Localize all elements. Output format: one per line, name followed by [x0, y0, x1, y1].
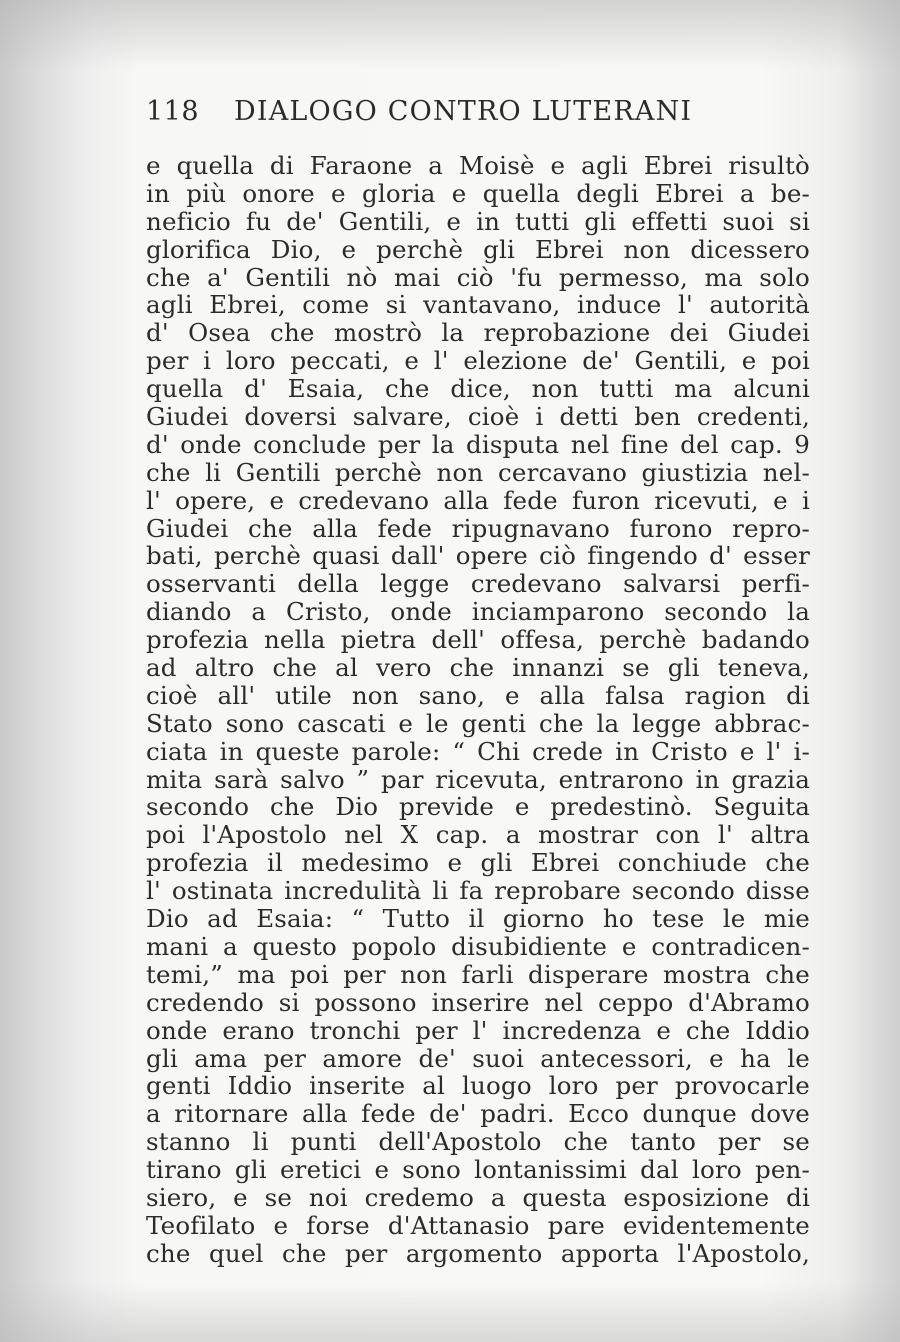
text-line: osservanti della legge credevano salvarsi perfi-	[146, 569, 810, 599]
text-line: quella d' Esaia, che dice, non tutti ma alcuni	[146, 374, 810, 404]
text-line: l' ostinata incredulità li fa reprobare secondo disse	[146, 876, 810, 906]
text-line: che quel che per argomento apporta l'Apostolo,	[146, 1238, 810, 1268]
text-line: per i loro peccati, e l' elezione de' Gentili, e poi	[146, 346, 810, 376]
text-line: che a' Gentili nò mai ciò 'fu permesso, ma solo	[146, 262, 810, 292]
text-line: Teofilato e forse d'Attanasio pare evidentemente	[146, 1210, 810, 1240]
text-line: l' opere, e credevano alla fede furon ricevuti, e i	[146, 485, 810, 515]
book-page	[146, 96, 810, 1268]
text-line: d' Osea che mostrò la reprobazione dei Giudei	[146, 318, 810, 348]
text-line: Stato sono cascati e le genti che la legge abbrac-	[146, 708, 810, 738]
text-line: Giudei che alla fede ripugnavano furono repro-	[146, 513, 810, 543]
text-line: profezia nella pietra dell' offesa, perchè badando	[146, 625, 810, 655]
text-line: poi l'Apostolo nel X cap. a mostrar con l' altra	[146, 820, 810, 850]
text-line: stanno li punti dell'Apostolo che tanto per se	[146, 1127, 810, 1157]
text-line: in più onore e gloria e quella degli Ebrei a be-	[146, 178, 810, 208]
text-line: mani a questo popolo disubidiente e contradicen-	[146, 931, 810, 961]
text-line: temi,” ma poi per non farli disperare mostra che	[146, 959, 810, 989]
text-line: agli Ebrei, come si vantavano, induce l' autorità	[146, 290, 810, 320]
page-number: 118	[146, 96, 200, 127]
text-line: ad altro che al vero che innanzi se gli teneva,	[146, 653, 810, 683]
text-line: che li Gentili perchè non cercavano giustizia nel-	[146, 457, 810, 487]
running-title: DIALOGO CONTRO LUTERANI	[234, 96, 693, 127]
text-line: tirano gli eretici e sono lontanissimi dal loro pen-	[146, 1155, 810, 1185]
text-line: d' onde conclude per la disputa nel fine del cap. 9	[146, 429, 810, 459]
text-line: diando a Cristo, onde inciamparono secondo la	[146, 597, 810, 627]
scan-shadow-bottom	[0, 1282, 900, 1342]
text-line: onde erano tronchi per l' incredenza e che Iddio	[146, 1015, 810, 1045]
body-text	[146, 152, 810, 1268]
text-line: gli ama per amore de' suoi antecessori, e ha le	[146, 1043, 810, 1073]
text-line: cioè all' utile non sano, e alla falsa ragion di	[146, 680, 810, 710]
text-line: profezia il medesimo e gli Ebrei conchiude che	[146, 848, 810, 878]
text-line: neficio fu de' Gentili, e in tutti gli effetti suoi si	[146, 206, 810, 236]
text-line: a ritornare alla fede de' padri. Ecco dunque dove	[146, 1099, 810, 1129]
text-line: bati, perchè quasi dall' opere ciò fingendo d' esser	[146, 541, 810, 571]
text-line: secondo che Dio previde e predestinò. Seguita	[146, 792, 810, 822]
text-line: ciata in queste parole: “ Chi crede in Cristo e l' i-	[146, 736, 810, 766]
text-line: credendo si possono inserire nel ceppo d'Abramo	[146, 987, 810, 1017]
running-head	[146, 96, 810, 136]
text-line: mita sarà salvo ” par ricevuta, entrarono in grazia	[146, 764, 810, 794]
text-line: siero, e se noi credemo a questa esposizione di	[146, 1182, 810, 1212]
scan-shadow-top	[0, 0, 900, 70]
text-line: genti Iddio inserite al luogo loro per provocarle	[146, 1071, 810, 1101]
text-line: glorifica Dio, e perchè gli Ebrei non dicessero	[146, 234, 810, 264]
text-line: Giudei doversi salvare, cioè i detti ben credenti,	[146, 402, 810, 432]
text-line: Dio ad Esaia: “ Tutto il giorno ho tese le mie	[146, 904, 810, 934]
text-line: e quella di Faraone a Moisè e agli Ebrei risultò	[146, 151, 810, 180]
